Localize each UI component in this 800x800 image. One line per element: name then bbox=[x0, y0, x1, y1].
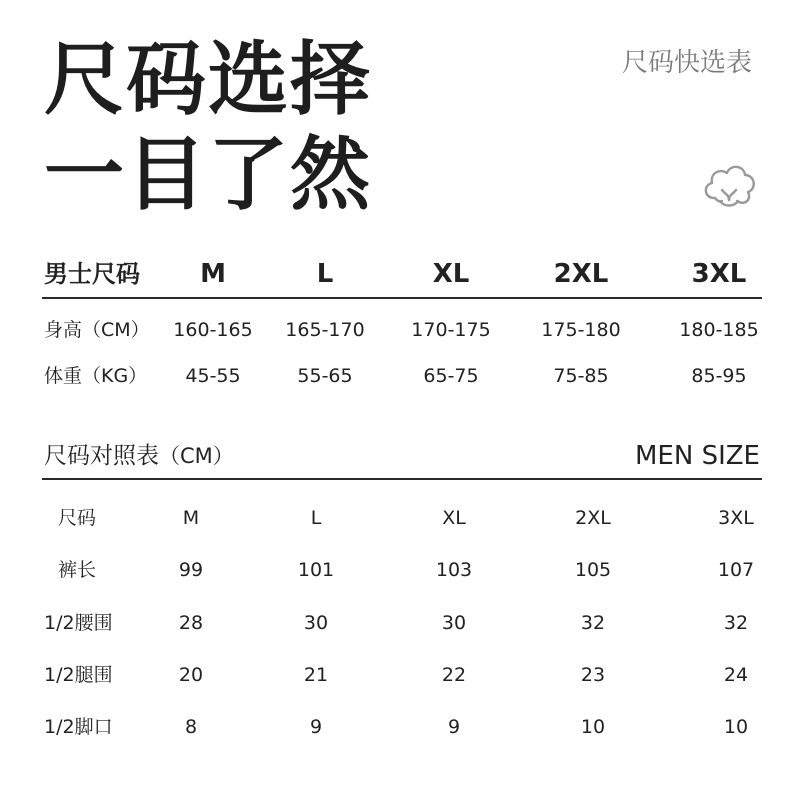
section-2-divider bbox=[42, 478, 762, 480]
half-waist-value: 30 bbox=[441, 612, 467, 634]
weight-value: 75-85 bbox=[553, 365, 609, 387]
height-value: 180-185 bbox=[679, 319, 759, 341]
hero-title-line-1: 尺码选择 bbox=[44, 33, 372, 126]
weight-row bbox=[0, 356, 800, 396]
men-size-subtitle: MEN SIZE bbox=[635, 441, 760, 471]
half-waist-value: 30 bbox=[303, 612, 329, 634]
cotton-icon bbox=[700, 160, 758, 212]
half-thigh-value: 24 bbox=[723, 664, 749, 686]
pants-length-label: 裤长 bbox=[57, 559, 97, 581]
size-chart-title-text: 尺码对照表 bbox=[44, 443, 159, 469]
size-header-2xl: 2XL bbox=[553, 259, 609, 289]
pants-length-value: 101 bbox=[297, 559, 335, 581]
height-label: 身高（CM） bbox=[44, 319, 150, 341]
half-leg-opening-row bbox=[0, 707, 800, 747]
half-waist-value: 32 bbox=[580, 612, 606, 634]
section-1-divider bbox=[42, 297, 762, 299]
half-thigh-value: 22 bbox=[441, 664, 467, 686]
size-row-value: L bbox=[310, 507, 322, 529]
height-value: 160-165 bbox=[173, 319, 253, 341]
weight-value: 45-55 bbox=[185, 365, 241, 387]
weight-value: 85-95 bbox=[691, 365, 747, 387]
half-waist-row bbox=[0, 603, 800, 643]
quick-size-chart-label: 尺码快选表 bbox=[621, 48, 752, 78]
size-chart-title-unit: （CM） bbox=[159, 444, 234, 468]
half-leg-opening-label: 1/2脚口 bbox=[44, 716, 113, 738]
size-header-3xl: 3XL bbox=[691, 259, 747, 289]
pants-length-row bbox=[0, 550, 800, 590]
half-leg-opening-value: 9 bbox=[447, 716, 461, 738]
half-thigh-value: 23 bbox=[580, 664, 606, 686]
half-thigh-value: 21 bbox=[303, 664, 329, 686]
pants-length-value: 99 bbox=[178, 559, 204, 581]
height-value: 165-170 bbox=[285, 319, 365, 341]
weight-value: 65-75 bbox=[423, 365, 479, 387]
weight-value: 55-65 bbox=[297, 365, 353, 387]
half-thigh-row bbox=[0, 655, 800, 695]
pants-length-value: 103 bbox=[435, 559, 473, 581]
half-waist-value: 32 bbox=[723, 612, 749, 634]
size-row-label: 尺码 bbox=[57, 507, 97, 529]
size-header-m: M bbox=[200, 259, 226, 289]
men-size-header-label: 男士尺码 bbox=[44, 260, 140, 288]
half-leg-opening-value: 10 bbox=[723, 716, 749, 738]
height-value: 175-180 bbox=[541, 319, 621, 341]
size-row-value: M bbox=[182, 507, 200, 529]
size-chart-title bbox=[44, 436, 234, 476]
half-thigh-value: 20 bbox=[178, 664, 204, 686]
half-leg-opening-value: 9 bbox=[309, 716, 323, 738]
half-waist-value: 28 bbox=[178, 612, 204, 634]
pants-length-value: 105 bbox=[574, 559, 612, 581]
half-waist-label: 1/2腰围 bbox=[44, 612, 113, 634]
hero-title-line-2: 一目了然 bbox=[44, 128, 372, 221]
size-row-value: 2XL bbox=[575, 507, 611, 529]
half-leg-opening-value: 8 bbox=[184, 716, 198, 738]
height-row bbox=[0, 310, 800, 350]
half-leg-opening-value: 10 bbox=[580, 716, 606, 738]
size-header-xl: XL bbox=[432, 259, 470, 289]
size-header-l: L bbox=[316, 259, 334, 289]
pants-length-value: 107 bbox=[717, 559, 755, 581]
size-row bbox=[0, 498, 800, 538]
size-row-value: 3XL bbox=[718, 507, 754, 529]
men-size-header-row bbox=[0, 254, 800, 294]
size-row-value: XL bbox=[442, 507, 466, 529]
height-value: 170-175 bbox=[411, 319, 491, 341]
weight-label: 体重（KG） bbox=[44, 365, 148, 387]
half-thigh-label: 1/2腿围 bbox=[44, 664, 113, 686]
